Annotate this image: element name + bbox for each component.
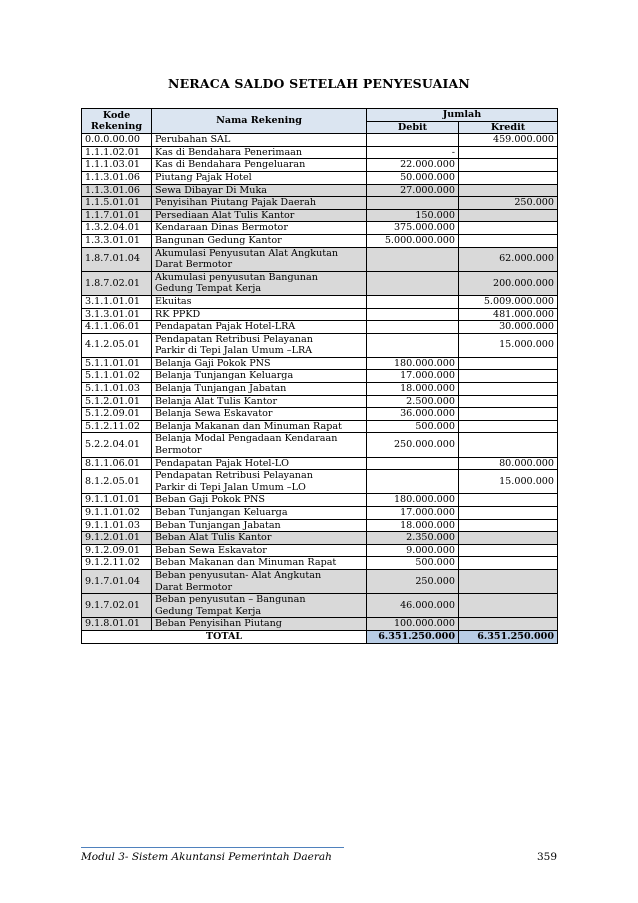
cell-nama-rekening [152, 209, 367, 222]
cell-debit: 375.000.000 [367, 222, 459, 235]
cell-nama-line: Gedung Tempat Kerja [155, 283, 262, 295]
cell-kode: 1.1.1.03.01 [82, 159, 152, 172]
cell-debit: 150.000 [367, 209, 459, 222]
footer-module-title: Modul 3- Sistem Akuntansi Pemerintah Daerah [81, 851, 332, 863]
table-row [82, 234, 558, 247]
cell-kode: 9.1.2.11.02 [82, 557, 152, 570]
cell-nama-rekening [152, 271, 367, 295]
cell-nama-line: Perubahan SAL [155, 134, 231, 146]
cell-kredit [459, 184, 558, 197]
cell-debit [367, 134, 459, 147]
cell-debit: 180.000.000 [367, 494, 459, 507]
cell-kredit [459, 146, 558, 159]
header-kredit: Kredit [459, 121, 558, 134]
cell-nama-rekening [152, 383, 367, 396]
cell-nama-rekening [152, 357, 367, 370]
cell-kredit [459, 222, 558, 235]
cell-nama-rekening [152, 395, 367, 408]
table-row [82, 222, 558, 235]
cell-nama-line: Piutang Pajak Hotel [155, 171, 252, 183]
cell-kode: 5.1.2.11.02 [82, 420, 152, 433]
cell-nama-line: Belanja Modal Pengadaan Kendaraan [155, 433, 338, 445]
table-row [82, 383, 558, 396]
cell-nama-rekening [152, 370, 367, 383]
cell-kredit [459, 594, 558, 618]
cell-kode: 1.1.7.01.01 [82, 209, 152, 222]
footer-rule [81, 847, 344, 848]
cell-kode: 5.1.2.01.01 [82, 395, 152, 408]
cell-kredit: 250.000 [459, 197, 558, 210]
cell-kredit: 459.000.000 [459, 134, 558, 147]
table-row [82, 532, 558, 545]
header-kode-rekening [82, 109, 152, 134]
table-row [82, 408, 558, 421]
cell-kredit [459, 171, 558, 184]
cell-kode: 9.1.1.01.03 [82, 519, 152, 532]
cell-nama-line: Kas di Bendahara Penerimaan [155, 146, 303, 158]
cell-kode: 5.1.2.09.01 [82, 408, 152, 421]
cell-debit: 22.000.000 [367, 159, 459, 172]
table-row [82, 159, 558, 172]
table-row [82, 357, 558, 370]
cell-nama-line: RK PPKD [155, 308, 201, 320]
cell-kode: 4.1.1.06.01 [82, 321, 152, 334]
table-row [82, 557, 558, 570]
cell-kredit [459, 395, 558, 408]
cell-nama-line: Pendapatan Pajak Hotel-LRA [155, 321, 296, 333]
cell-debit: 18.000.000 [367, 383, 459, 396]
cell-nama-rekening [152, 569, 367, 593]
cell-kode: 5.1.1.01.02 [82, 370, 152, 383]
cell-kredit: 30.000.000 [459, 321, 558, 334]
cell-kode: 5.1.1.01.03 [82, 383, 152, 396]
cell-nama-rekening [152, 197, 367, 210]
cell-kode: 5.1.1.01.01 [82, 357, 152, 370]
cell-nama-line: Beban Penyisihan Piutang [155, 618, 282, 630]
cell-kredit: 62.000.000 [459, 247, 558, 271]
cell-debit [367, 197, 459, 210]
table-row [82, 470, 558, 494]
cell-nama-rekening [152, 408, 367, 421]
table-row [82, 295, 558, 308]
cell-kredit: 80.000.000 [459, 457, 558, 470]
cell-nama-rekening [152, 457, 367, 470]
cell-kredit: 200.000.000 [459, 271, 558, 295]
cell-kredit [459, 408, 558, 421]
cell-nama-line: Beban Alat Tulis Kantor [155, 532, 272, 544]
page-number: 359 [536, 851, 557, 863]
cell-kode: 1.1.1.02.01 [82, 146, 152, 159]
table-row [82, 544, 558, 557]
cell-kode: 3.1.3.01.01 [82, 308, 152, 321]
cell-kredit [459, 209, 558, 222]
cell-nama-rekening [152, 618, 367, 631]
cell-kredit: 5.009.000.000 [459, 295, 558, 308]
total-debit: 6.351.250.000 [367, 630, 459, 643]
table-row [82, 171, 558, 184]
cell-nama-line: Belanja Gaji Pokok PNS [155, 357, 271, 369]
cell-kode: 1.1.3.01.06 [82, 184, 152, 197]
cell-kredit: 15.000.000 [459, 470, 558, 494]
table-row [82, 321, 558, 334]
cell-nama-line: Beban Sewa Eskavator [155, 544, 267, 556]
cell-nama-line: Ekuitas [155, 295, 192, 307]
cell-debit: - [367, 146, 459, 159]
cell-debit [367, 295, 459, 308]
cell-kode: 9.1.8.01.01 [82, 618, 152, 631]
table-row [82, 395, 558, 408]
cell-nama-rekening [152, 507, 367, 520]
cell-kredit [459, 532, 558, 545]
table-row [82, 370, 558, 383]
cell-debit: 5.000.000.000 [367, 234, 459, 247]
cell-nama-rekening [152, 146, 367, 159]
table-row [82, 134, 558, 147]
cell-kredit: 15.000.000 [459, 333, 558, 357]
cell-nama-line: Belanja Tunjangan Keluarga [155, 370, 294, 382]
cell-kredit [459, 618, 558, 631]
total-kredit: 6.351.250.000 [459, 630, 558, 643]
cell-kode: 1.8.7.02.01 [82, 271, 152, 295]
cell-nama-rekening [152, 433, 367, 457]
cell-nama-rekening [152, 222, 367, 235]
cell-kode: 9.1.7.01.04 [82, 569, 152, 593]
cell-kode: 3.1.1.01.01 [82, 295, 152, 308]
cell-kode: 1.1.5.01.01 [82, 197, 152, 210]
table-row [82, 519, 558, 532]
cell-nama-line: Beban Makanan dan Minuman Rapat [155, 557, 337, 569]
cell-nama-line: Parkir di Tepi Jalan Umum –LO [155, 481, 306, 493]
header-kode-line1: Kode [102, 109, 131, 121]
cell-kredit [459, 234, 558, 247]
cell-debit [367, 333, 459, 357]
cell-nama-rekening [152, 321, 367, 334]
cell-kode: 9.1.2.09.01 [82, 544, 152, 557]
table-row [82, 146, 558, 159]
cell-nama-line: Persediaan Alat Tulis Kantor [155, 209, 295, 221]
cell-nama-line: Beban Tunjangan Keluarga [155, 507, 288, 518]
table-row [82, 333, 558, 357]
cell-nama-line: Darat Bermotor [155, 259, 233, 271]
cell-nama-line: Beban Tunjangan Jabatan [155, 519, 281, 531]
cell-nama-rekening [152, 519, 367, 532]
cell-nama-rekening [152, 544, 367, 557]
cell-kode: 1.1.3.01.06 [82, 171, 152, 184]
cell-debit: 36.000.000 [367, 408, 459, 421]
cell-nama-rekening [152, 184, 367, 197]
cell-debit [367, 271, 459, 295]
cell-nama-line: Pendapatan Pajak Hotel-LO [155, 457, 289, 469]
cell-debit: 100.000.000 [367, 618, 459, 631]
cell-nama-rekening [152, 308, 367, 321]
cell-debit [367, 470, 459, 494]
header-debit: Debit [367, 121, 459, 134]
cell-debit: 180.000.000 [367, 357, 459, 370]
cell-nama-line: Pendapatan Retribusi Pelayanan [155, 333, 313, 345]
cell-kredit [459, 507, 558, 520]
table-row [82, 433, 558, 457]
cell-debit [367, 457, 459, 470]
cell-kode: 1.3.2.04.01 [82, 222, 152, 235]
cell-debit: 500.000 [367, 420, 459, 433]
cell-nama-line: Pendapatan Retribusi Pelayanan [155, 470, 313, 482]
table-row [82, 247, 558, 271]
table-row [82, 569, 558, 593]
cell-nama-rekening [152, 134, 367, 147]
cell-nama-rekening [152, 532, 367, 545]
cell-nama-line: Gedung Tempat Kerja [155, 605, 262, 617]
cell-kredit: 481.000.000 [459, 308, 558, 321]
table-row [82, 209, 558, 222]
table-row [82, 594, 558, 618]
cell-debit: 27.000.000 [367, 184, 459, 197]
cell-kode: 4.1.2.05.01 [82, 333, 152, 357]
trial-balance-table [81, 108, 558, 644]
cell-kredit [459, 544, 558, 557]
cell-nama-rekening [152, 234, 367, 247]
cell-kredit [459, 383, 558, 396]
cell-kode: 9.1.7.02.01 [82, 594, 152, 618]
cell-debit: 2.500.000 [367, 395, 459, 408]
cell-kode: 9.1.1.01.02 [82, 507, 152, 520]
cell-kredit [459, 433, 558, 457]
header-jumlah: Jumlah [367, 109, 558, 122]
cell-kredit [459, 557, 558, 570]
cell-nama-rekening [152, 594, 367, 618]
cell-nama-line: Akumulasi penyusutan Bangunan [155, 271, 318, 283]
cell-kode: 9.1.2.01.01 [82, 532, 152, 545]
cell-nama-line: Kendaraan Dinas Bermotor [155, 222, 288, 234]
cell-debit: 9.000.000 [367, 544, 459, 557]
table-row [82, 184, 558, 197]
table-row [82, 507, 558, 520]
page-title: NERACA SALDO SETELAH PENYESUAIAN [167, 76, 471, 91]
cell-nama-rekening [152, 494, 367, 507]
header-kode-line2: Rekening [90, 121, 143, 133]
cell-nama-line: Belanja Sewa Eskavator [155, 408, 273, 420]
cell-debit: 17.000.000 [367, 370, 459, 383]
cell-debit: 500.000 [367, 557, 459, 570]
cell-nama-rekening [152, 420, 367, 433]
table-row [82, 308, 558, 321]
cell-debit: 250.000.000 [367, 433, 459, 457]
cell-debit [367, 247, 459, 271]
table-row [82, 457, 558, 470]
table-row [82, 271, 558, 295]
table-row [82, 420, 558, 433]
cell-nama-line: Penyisihan Piutang Pajak Daerah [155, 197, 317, 209]
cell-nama-line: Bangunan Gedung Kantor [155, 234, 282, 246]
cell-nama-line: Beban penyusutan- Alat Angkutan [155, 569, 322, 581]
cell-nama-line: Belanja Alat Tulis Kantor [155, 395, 278, 407]
cell-debit [367, 308, 459, 321]
cell-kredit [459, 420, 558, 433]
table-row [82, 618, 558, 631]
cell-debit: 2.350.000 [367, 532, 459, 545]
cell-nama-line: Sewa Dibayar Di Muka [155, 184, 267, 196]
cell-debit: 50.000.000 [367, 171, 459, 184]
cell-nama-line: Bermotor [155, 445, 202, 457]
cell-kode: 1.3.3.01.01 [82, 234, 152, 247]
cell-nama-line: Beban Gaji Pokok PNS [155, 494, 266, 506]
total-row [82, 630, 558, 643]
cell-nama-rekening [152, 247, 367, 271]
cell-nama-line: Akumulasi Penyusutan Alat Angkutan [155, 247, 339, 259]
table-row [82, 197, 558, 210]
cell-kode: 0.0.0.00.00 [82, 134, 152, 147]
cell-nama-rekening [152, 333, 367, 357]
cell-nama-line: Parkir di Tepi Jalan Umum –LRA [155, 345, 313, 357]
cell-nama-line: Kas di Bendahara Pengeluaran [155, 159, 306, 171]
cell-debit: 250.000 [367, 569, 459, 593]
cell-nama-line: Beban penyusutan – Bangunan [155, 594, 306, 606]
cell-nama-rekening [152, 470, 367, 494]
cell-debit: 18.000.000 [367, 519, 459, 532]
cell-nama-rekening [152, 295, 367, 308]
cell-kredit [459, 494, 558, 507]
cell-kode: 8.1.2.05.01 [82, 470, 152, 494]
cell-kredit [459, 357, 558, 370]
cell-kode: 9.1.1.01.01 [82, 494, 152, 507]
cell-nama-line: Darat Bermotor [155, 581, 233, 593]
cell-kredit [459, 370, 558, 383]
header-nama-rekening: Nama Rekening [152, 109, 367, 134]
cell-kode: 1.8.7.01.04 [82, 247, 152, 271]
cell-nama-rekening [152, 159, 367, 172]
total-label: TOTAL [82, 630, 367, 643]
cell-kode: 5.2.2.04.01 [82, 433, 152, 457]
table-body [82, 134, 558, 631]
cell-debit [367, 321, 459, 334]
cell-nama-line: Belanja Tunjangan Jabatan [155, 383, 287, 395]
cell-nama-line: Belanja Makanan dan Minuman Rapat [155, 420, 342, 432]
table-header-row [82, 109, 558, 122]
cell-debit: 17.000.000 [367, 507, 459, 520]
cell-kredit [459, 519, 558, 532]
cell-kredit [459, 569, 558, 593]
cell-nama-rekening [152, 557, 367, 570]
table-row [82, 494, 558, 507]
cell-kode: 8.1.1.06.01 [82, 457, 152, 470]
cell-kredit [459, 159, 558, 172]
cell-nama-rekening [152, 171, 367, 184]
cell-debit: 46.000.000 [367, 594, 459, 618]
